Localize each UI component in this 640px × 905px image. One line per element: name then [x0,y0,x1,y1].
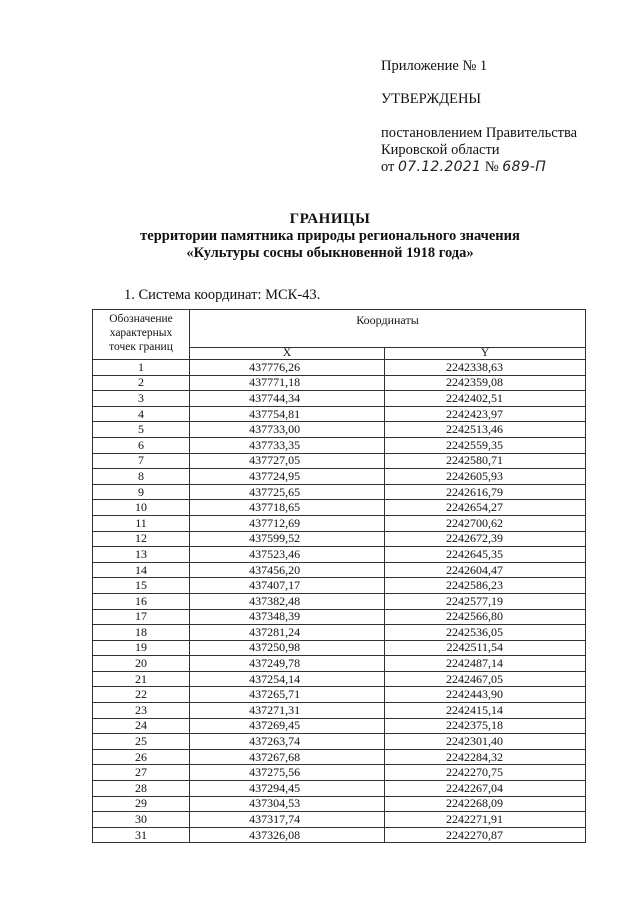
point-number: 31 [93,827,190,843]
table-row [93,781,586,797]
coord-y: 2242270,87 [385,827,586,843]
point-number: 17 [93,609,190,625]
title-line-3: «Культуры сосны обыкновенной 1918 года» [186,245,474,261]
table-row [93,765,586,781]
table-row [93,718,586,734]
coord-y: 2242700,62 [385,515,586,531]
coord-x: 437754,81 [190,406,385,422]
coord-x: 437744,34 [190,391,385,407]
coord-x: 437269,45 [190,718,385,734]
coord-y: 2242559,35 [385,437,586,453]
title-main: ГРАНИЦЫ [289,211,371,227]
coord-y: 2242423,97 [385,406,586,422]
coordinate-system-label: 1. Система координат: МСК-43. [124,287,321,303]
table-row [93,453,586,469]
point-number: 25 [93,734,190,750]
table-row [93,703,586,719]
point-number: 23 [93,703,190,719]
table-row [93,827,586,843]
coord-x: 437294,45 [190,781,385,797]
point-number: 1 [93,360,190,376]
coord-x: 437724,95 [190,469,385,485]
point-number: 7 [93,453,190,469]
point-number: 4 [93,406,190,422]
table-row [93,375,586,391]
coord-x: 437326,08 [190,827,385,843]
point-number: 12 [93,531,190,547]
table-row [93,391,586,407]
coord-x: 437254,14 [190,671,385,687]
point-number: 28 [93,781,190,797]
coord-y: 2242375,18 [385,718,586,734]
coord-y: 2242467,05 [385,671,586,687]
handwritten-number: 689-П [502,159,547,175]
point-number: 24 [93,718,190,734]
table-row [93,796,586,812]
point-number: 2 [93,375,190,391]
document-title [0,211,640,262]
date-prefix: от [381,159,395,175]
coord-y: 2242566,80 [385,609,586,625]
coord-x: 437727,05 [190,453,385,469]
coord-y: 2242605,93 [385,469,586,485]
coord-y: 2242271,91 [385,812,586,828]
coord-x: 437275,56 [190,765,385,781]
header-y: Y [385,348,586,360]
table-row [93,656,586,672]
appendix-number: Приложение № 1 [381,58,488,74]
coord-y: 2242415,14 [385,703,586,719]
coord-x: 437265,71 [190,687,385,703]
table-row [93,562,586,578]
coord-y: 2242604,47 [385,562,586,578]
coord-y: 2242654,27 [385,500,586,516]
coord-x: 437776,26 [190,360,385,376]
table-row [93,734,586,750]
point-number: 27 [93,765,190,781]
point-number: 30 [93,812,190,828]
number-prefix: № [484,159,499,175]
handwritten-date: 07.12.2021 [398,159,482,175]
header-x: X [190,348,385,360]
coord-y: 2242487,14 [385,656,586,672]
point-number: 19 [93,640,190,656]
coord-y: 2242270,75 [385,765,586,781]
point-number: 8 [93,469,190,485]
coord-x: 437263,74 [190,734,385,750]
coord-y: 2242672,39 [385,531,586,547]
coord-x: 437281,24 [190,625,385,641]
coord-x: 437733,00 [190,422,385,438]
table-row [93,406,586,422]
point-number: 5 [93,422,190,438]
coord-x: 437304,53 [190,796,385,812]
point-number: 3 [93,391,190,407]
coord-y: 2242580,71 [385,453,586,469]
table-row [93,578,586,594]
point-number: 20 [93,656,190,672]
table-row [93,531,586,547]
coordinates-table [92,309,586,843]
coord-x: 437771,18 [190,375,385,391]
table-row [93,671,586,687]
coord-x: 437271,31 [190,703,385,719]
coord-x: 437267,68 [190,749,385,765]
table-row [93,547,586,563]
point-number: 29 [93,796,190,812]
coord-y: 2242268,09 [385,796,586,812]
coord-x: 437407,17 [190,578,385,594]
coord-y: 2242443,90 [385,687,586,703]
coord-y: 2242402,51 [385,391,586,407]
point-number: 16 [93,593,190,609]
decree-date-line [381,159,621,176]
table-row [93,593,586,609]
table-row [93,422,586,438]
table-row [93,687,586,703]
coord-x: 437317,74 [190,812,385,828]
point-number: 10 [93,500,190,516]
title-line-2: территории памятника природы регионального значения [140,228,520,244]
table-row [93,437,586,453]
coord-y: 2242338,63 [385,360,586,376]
table-row [93,812,586,828]
point-number: 26 [93,749,190,765]
coord-y: 2242645,35 [385,547,586,563]
approved-label: УТВЕРЖДЕНЫ [381,91,482,107]
coord-x: 437718,65 [190,500,385,516]
point-number: 9 [93,484,190,500]
decree-line-1: постановлением Правительства [381,125,578,141]
coord-y: 2242536,05 [385,625,586,641]
point-number: 14 [93,562,190,578]
point-number: 11 [93,515,190,531]
table-row [93,749,586,765]
table-row [93,609,586,625]
coord-x: 437250,98 [190,640,385,656]
point-number: 22 [93,687,190,703]
point-number: 13 [93,547,190,563]
coord-y: 2242586,23 [385,578,586,594]
coord-y: 2242616,79 [385,484,586,500]
point-number: 6 [93,437,190,453]
point-number: 21 [93,671,190,687]
table-row [93,360,586,376]
coord-x: 437712,69 [190,515,385,531]
appendix-header [381,58,621,176]
coord-x: 437733,35 [190,437,385,453]
coord-x: 437523,46 [190,547,385,563]
decree-line-2: Кировской области [381,142,500,158]
table-row [93,515,586,531]
coord-x: 437382,48 [190,593,385,609]
point-number: 18 [93,625,190,641]
coord-y: 2242577,19 [385,593,586,609]
table-row [93,640,586,656]
table-row [93,484,586,500]
table-row [93,500,586,516]
coord-x: 437249,78 [190,656,385,672]
coord-y: 2242359,08 [385,375,586,391]
coord-x: 437599,52 [190,531,385,547]
table-row [93,625,586,641]
coord-y: 2242284,32 [385,749,586,765]
coord-x: 437456,20 [190,562,385,578]
point-number: 15 [93,578,190,594]
coord-x: 437725,65 [190,484,385,500]
header-coordinates: Координаты [190,310,586,348]
table-row [93,469,586,485]
coord-y: 2242511,54 [385,640,586,656]
header-point-designation: Обозначение характерных точек границ [93,310,190,360]
coord-y: 2242301,40 [385,734,586,750]
coord-y: 2242513,46 [385,422,586,438]
coord-y: 2242267,04 [385,781,586,797]
coord-x: 437348,39 [190,609,385,625]
